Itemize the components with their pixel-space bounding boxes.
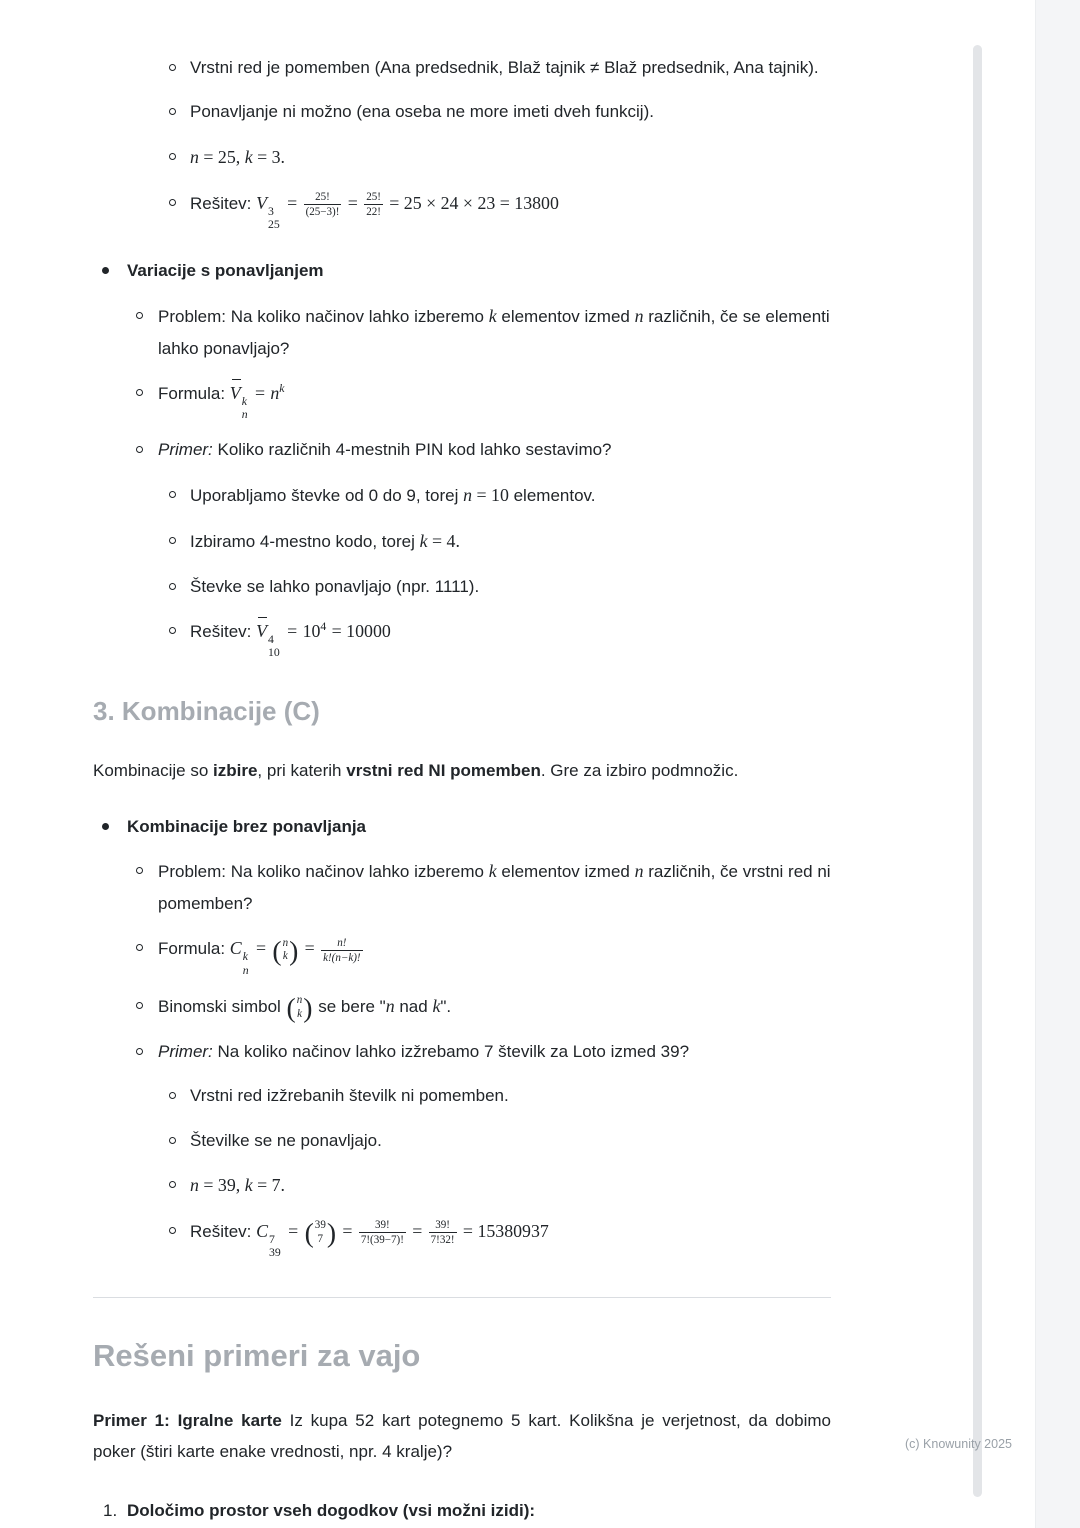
overbar-symbol: V (230, 377, 241, 410)
math-token: k (244, 146, 253, 167)
math-token: 4 (268, 633, 274, 646)
math-token: n (634, 861, 644, 882)
page-content (93, 52, 831, 1527)
list-item (158, 1169, 831, 1202)
list-item (93, 187, 831, 231)
list-item-text: različnih, če vrstni red ni pomemben? (158, 862, 831, 914)
math-token: 25! (366, 191, 381, 204)
bullet-icon (169, 64, 176, 71)
math-token: = 25 × 24 × 23 = 13800 (389, 192, 559, 213)
step-item (93, 1495, 831, 1526)
list-item-text: se bere " (313, 996, 386, 1016)
bullet-icon (136, 944, 143, 951)
section-heading-kombinacije: 3. Kombinacije (C) (93, 696, 320, 727)
list-item (158, 571, 831, 602)
equals-sign: = (304, 938, 315, 959)
math-token: k (279, 382, 285, 396)
math-expression (190, 147, 285, 167)
math-token: 7 (269, 1232, 275, 1246)
math-token: = 4. (427, 530, 460, 551)
formula-label: Formula: (158, 384, 230, 403)
numbered-steps (93, 1495, 831, 1526)
list-item (158, 525, 831, 558)
bullet-icon (169, 199, 176, 206)
math-token: k (282, 950, 288, 963)
math-token: k (419, 530, 428, 551)
fraction (321, 936, 363, 965)
list-item (158, 1080, 831, 1111)
list-title: Kombinacije brez ponavljanja (127, 816, 367, 836)
bullet-icon (102, 267, 109, 274)
sup-sub (269, 1233, 281, 1259)
list-item-text: različnih, če se elementi lahko ponavljajo? (158, 306, 830, 358)
equals-sign: = (288, 1221, 299, 1242)
math-token: 39 (314, 1219, 326, 1232)
math-token: = 39, (198, 1175, 245, 1196)
math-token: = 3. (252, 146, 285, 167)
math-token: n (242, 963, 249, 977)
sup-sub (268, 633, 280, 659)
paren-close: ) (303, 991, 313, 1023)
sup-sub (268, 205, 280, 231)
paren-close: ) (326, 1217, 337, 1249)
list-item (93, 811, 831, 1260)
math-expression (256, 620, 391, 660)
bullet-icon (169, 1227, 176, 1234)
binomial (286, 991, 313, 1023)
divider (93, 1297, 831, 1298)
list-item (93, 255, 831, 659)
math-token: 7!32! (430, 1234, 455, 1247)
equals-sign: = (255, 938, 267, 959)
section-heading-reseni-primeri: Rešeni primeri za vajo (93, 1338, 421, 1374)
list-item (127, 377, 831, 421)
solution-label: Rešitev: (190, 193, 257, 213)
equals-sign: = (342, 1221, 353, 1242)
sub-list (127, 855, 831, 1259)
math-token: k (432, 995, 441, 1016)
paren-open: ( (304, 1217, 314, 1249)
math-expression (229, 382, 285, 422)
math-token: 7!(39−7)! (360, 1234, 404, 1247)
math-token: k (242, 950, 248, 964)
math-token: n (296, 994, 303, 1007)
fraction (429, 1218, 457, 1247)
math-token: 39! (435, 1219, 450, 1232)
math-expression (463, 485, 509, 505)
math-token: n! (337, 936, 347, 949)
math-expression (256, 1217, 549, 1260)
math-token: 10 (268, 646, 280, 660)
math-expression (190, 1175, 285, 1195)
math-token: = 15380937 (462, 1221, 549, 1242)
math-token: 39! (374, 1219, 390, 1232)
binomial-stack (314, 1219, 327, 1246)
list-title: Variacije s ponavljanjem (127, 261, 324, 281)
list-item-text: elementov izmed (496, 862, 635, 882)
list-item (158, 1215, 831, 1259)
bullet-icon (136, 1002, 143, 1009)
binomial (304, 1217, 337, 1249)
list-item-text: Ponavljanje ni možno (ena oseba ne more imeti dveh funkcij). (190, 102, 654, 122)
math-token: C (229, 938, 242, 959)
paragraph-text: Iz kupa 52 kart potegnemo 5 kart. Kolikšna je verjetnost, da dobimo poker (štiri karte enake vrednosti, npr. 4 kralje)? (93, 1410, 831, 1462)
list-item-text: Števke se lahko ponavljajo (npr. 1111). (190, 576, 480, 596)
bullet-icon (169, 583, 176, 590)
list-item (93, 52, 831, 83)
bullet-icon (136, 867, 143, 874)
math-token: C (256, 1221, 269, 1242)
formula-label: Formula: (158, 939, 230, 959)
list-item-text: Izbiramo 4-mestno kodo, torej (190, 531, 420, 551)
paren-open: ( (286, 991, 296, 1023)
list-item-text: elementov. (508, 485, 596, 505)
fraction (364, 190, 383, 219)
equals-sign: = (287, 192, 298, 213)
list-item-text: elementov izmed (496, 306, 635, 326)
bullet-icon (136, 389, 143, 396)
bold-text: vrstni red NI pomemben (346, 761, 541, 781)
bullet-icon (169, 108, 176, 115)
math-token: (25−3)! (305, 206, 340, 219)
math-expression (256, 191, 559, 231)
math-token: = 10 (472, 484, 509, 505)
bold-text: Primer 1: Igralne karte (93, 1410, 282, 1430)
scrollbar-thumb[interactable] (973, 45, 982, 1497)
list-item-text: Vrstni red je pomemben (Ana predsednik, Blaž tajnik ≠ Blaž predsednik, Ana tajnik). (190, 58, 819, 77)
list-item (127, 1036, 831, 1260)
list-item (93, 141, 831, 174)
binomial-stack (296, 994, 304, 1021)
list-item (158, 479, 831, 512)
math-token: k (297, 1007, 302, 1020)
bullet-list-combinations (93, 811, 831, 1260)
list-item (158, 1125, 831, 1156)
bullet-icon (136, 312, 143, 319)
math-token: = 25, (198, 146, 245, 167)
fraction (359, 1218, 406, 1247)
math-token: 10 (302, 621, 321, 642)
solution-label: Rešitev: (190, 622, 257, 642)
math-token: V (256, 192, 268, 213)
list-item-text: Na koliko načinov lahko izžrebamo 7 številk za Loto izmed 39? (212, 1041, 690, 1061)
equals-sign: = (254, 383, 266, 403)
bullet-list-rep-variations (93, 255, 831, 659)
list-item (127, 434, 831, 659)
sub-list (127, 300, 831, 660)
overbar-symbol: V (256, 615, 267, 648)
binomial-stack (282, 937, 290, 964)
binomial (272, 934, 299, 966)
math-expression (229, 934, 364, 977)
math-token: n (190, 146, 199, 167)
math-token: 22! (366, 206, 381, 219)
footer-copyright: (c) Knowunity 2025 (904, 1437, 1012, 1451)
bullet-icon (169, 1092, 176, 1099)
sub-list (158, 1080, 831, 1259)
math-token: = 7. (252, 1175, 285, 1196)
paragraph-text: Kombinacije so (93, 761, 214, 781)
paren-open: ( (272, 934, 282, 966)
list-item-text: Binomski simbol (158, 996, 286, 1016)
list-item (93, 96, 831, 127)
equals-sign: = (412, 1221, 423, 1242)
math-token: = 10000 (331, 621, 391, 642)
bullet-icon (136, 1048, 143, 1055)
math-token: n (385, 995, 395, 1016)
math-token: k!(n−k)! (323, 951, 361, 964)
step-number: 1. (103, 1501, 118, 1521)
equals-sign: = (287, 621, 298, 642)
fraction (304, 190, 342, 219)
list-item-text: Koliko različnih 4-mestnih PIN kod lahko sestavimo? (212, 440, 612, 460)
math-token: 4 (320, 620, 327, 634)
sup-sub (243, 950, 249, 976)
list-item-text: Vrstni red izžrebanih številk ni pomemben. (190, 1086, 509, 1106)
bullet-icon (169, 153, 176, 160)
bullet-icon (169, 1137, 176, 1144)
paren-close: ) (289, 934, 299, 966)
paragraph-text: , pri katerih (257, 761, 347, 781)
math-token: n (463, 484, 473, 505)
math-token: 25! (315, 191, 330, 204)
bullet-list-variations-tail (93, 52, 831, 231)
list-item-text: Uporabljamo števke od 0 do 9, torej (190, 485, 464, 505)
list-item (127, 855, 831, 919)
example-label: Primer: (158, 440, 213, 460)
list-item-text: Problem: Na koliko načinov lahko izberemo (158, 306, 489, 326)
math-token: 3 (268, 204, 274, 218)
paragraph-kombinacije-intro (93, 755, 831, 786)
math-expression (286, 991, 314, 1023)
step-text: Določimo prostor vseh dogodkov (vsi možni izidi): (127, 1501, 536, 1521)
math-token: k (488, 305, 497, 326)
math-token: 7 (317, 1232, 324, 1245)
list-item (127, 990, 831, 1023)
math-token: k (488, 861, 497, 882)
list-item (127, 932, 831, 976)
solution-label: Rešitev: (190, 1222, 257, 1242)
math-expression (420, 531, 460, 551)
math-token: k (241, 394, 247, 408)
list-item-text: nad (394, 996, 433, 1016)
list-item-text: ". (440, 996, 452, 1016)
paragraph-text: . Gre za izbiro podmnožic. (540, 761, 739, 781)
math-token: n (282, 936, 289, 949)
math-token: k (244, 1175, 253, 1196)
bullet-icon (169, 1181, 176, 1188)
list-item-text: Številke se ne ponavljajo. (190, 1130, 382, 1150)
math-token: 39 (269, 1246, 281, 1260)
sub-list (158, 479, 831, 660)
bullet-icon (102, 823, 109, 830)
list-item (158, 615, 831, 659)
page-edge-gutter (1035, 0, 1080, 1528)
bullet-icon (169, 627, 176, 634)
bullet-icon (169, 491, 176, 498)
list-item-text: Problem: Na koliko načinov lahko izberemo (158, 862, 489, 882)
math-token: n (190, 1175, 199, 1196)
math-token: n (270, 383, 280, 403)
equals-sign: = (347, 192, 358, 213)
bullet-icon (136, 446, 143, 453)
bullet-icon (169, 537, 176, 544)
example-label: Primer: (158, 1041, 213, 1061)
math-token: 25 (268, 217, 280, 231)
math-token: n (241, 408, 248, 422)
list-item (127, 300, 831, 364)
math-token: n (634, 305, 644, 326)
sup-sub (242, 395, 248, 421)
bold-text: izbire (213, 761, 258, 781)
